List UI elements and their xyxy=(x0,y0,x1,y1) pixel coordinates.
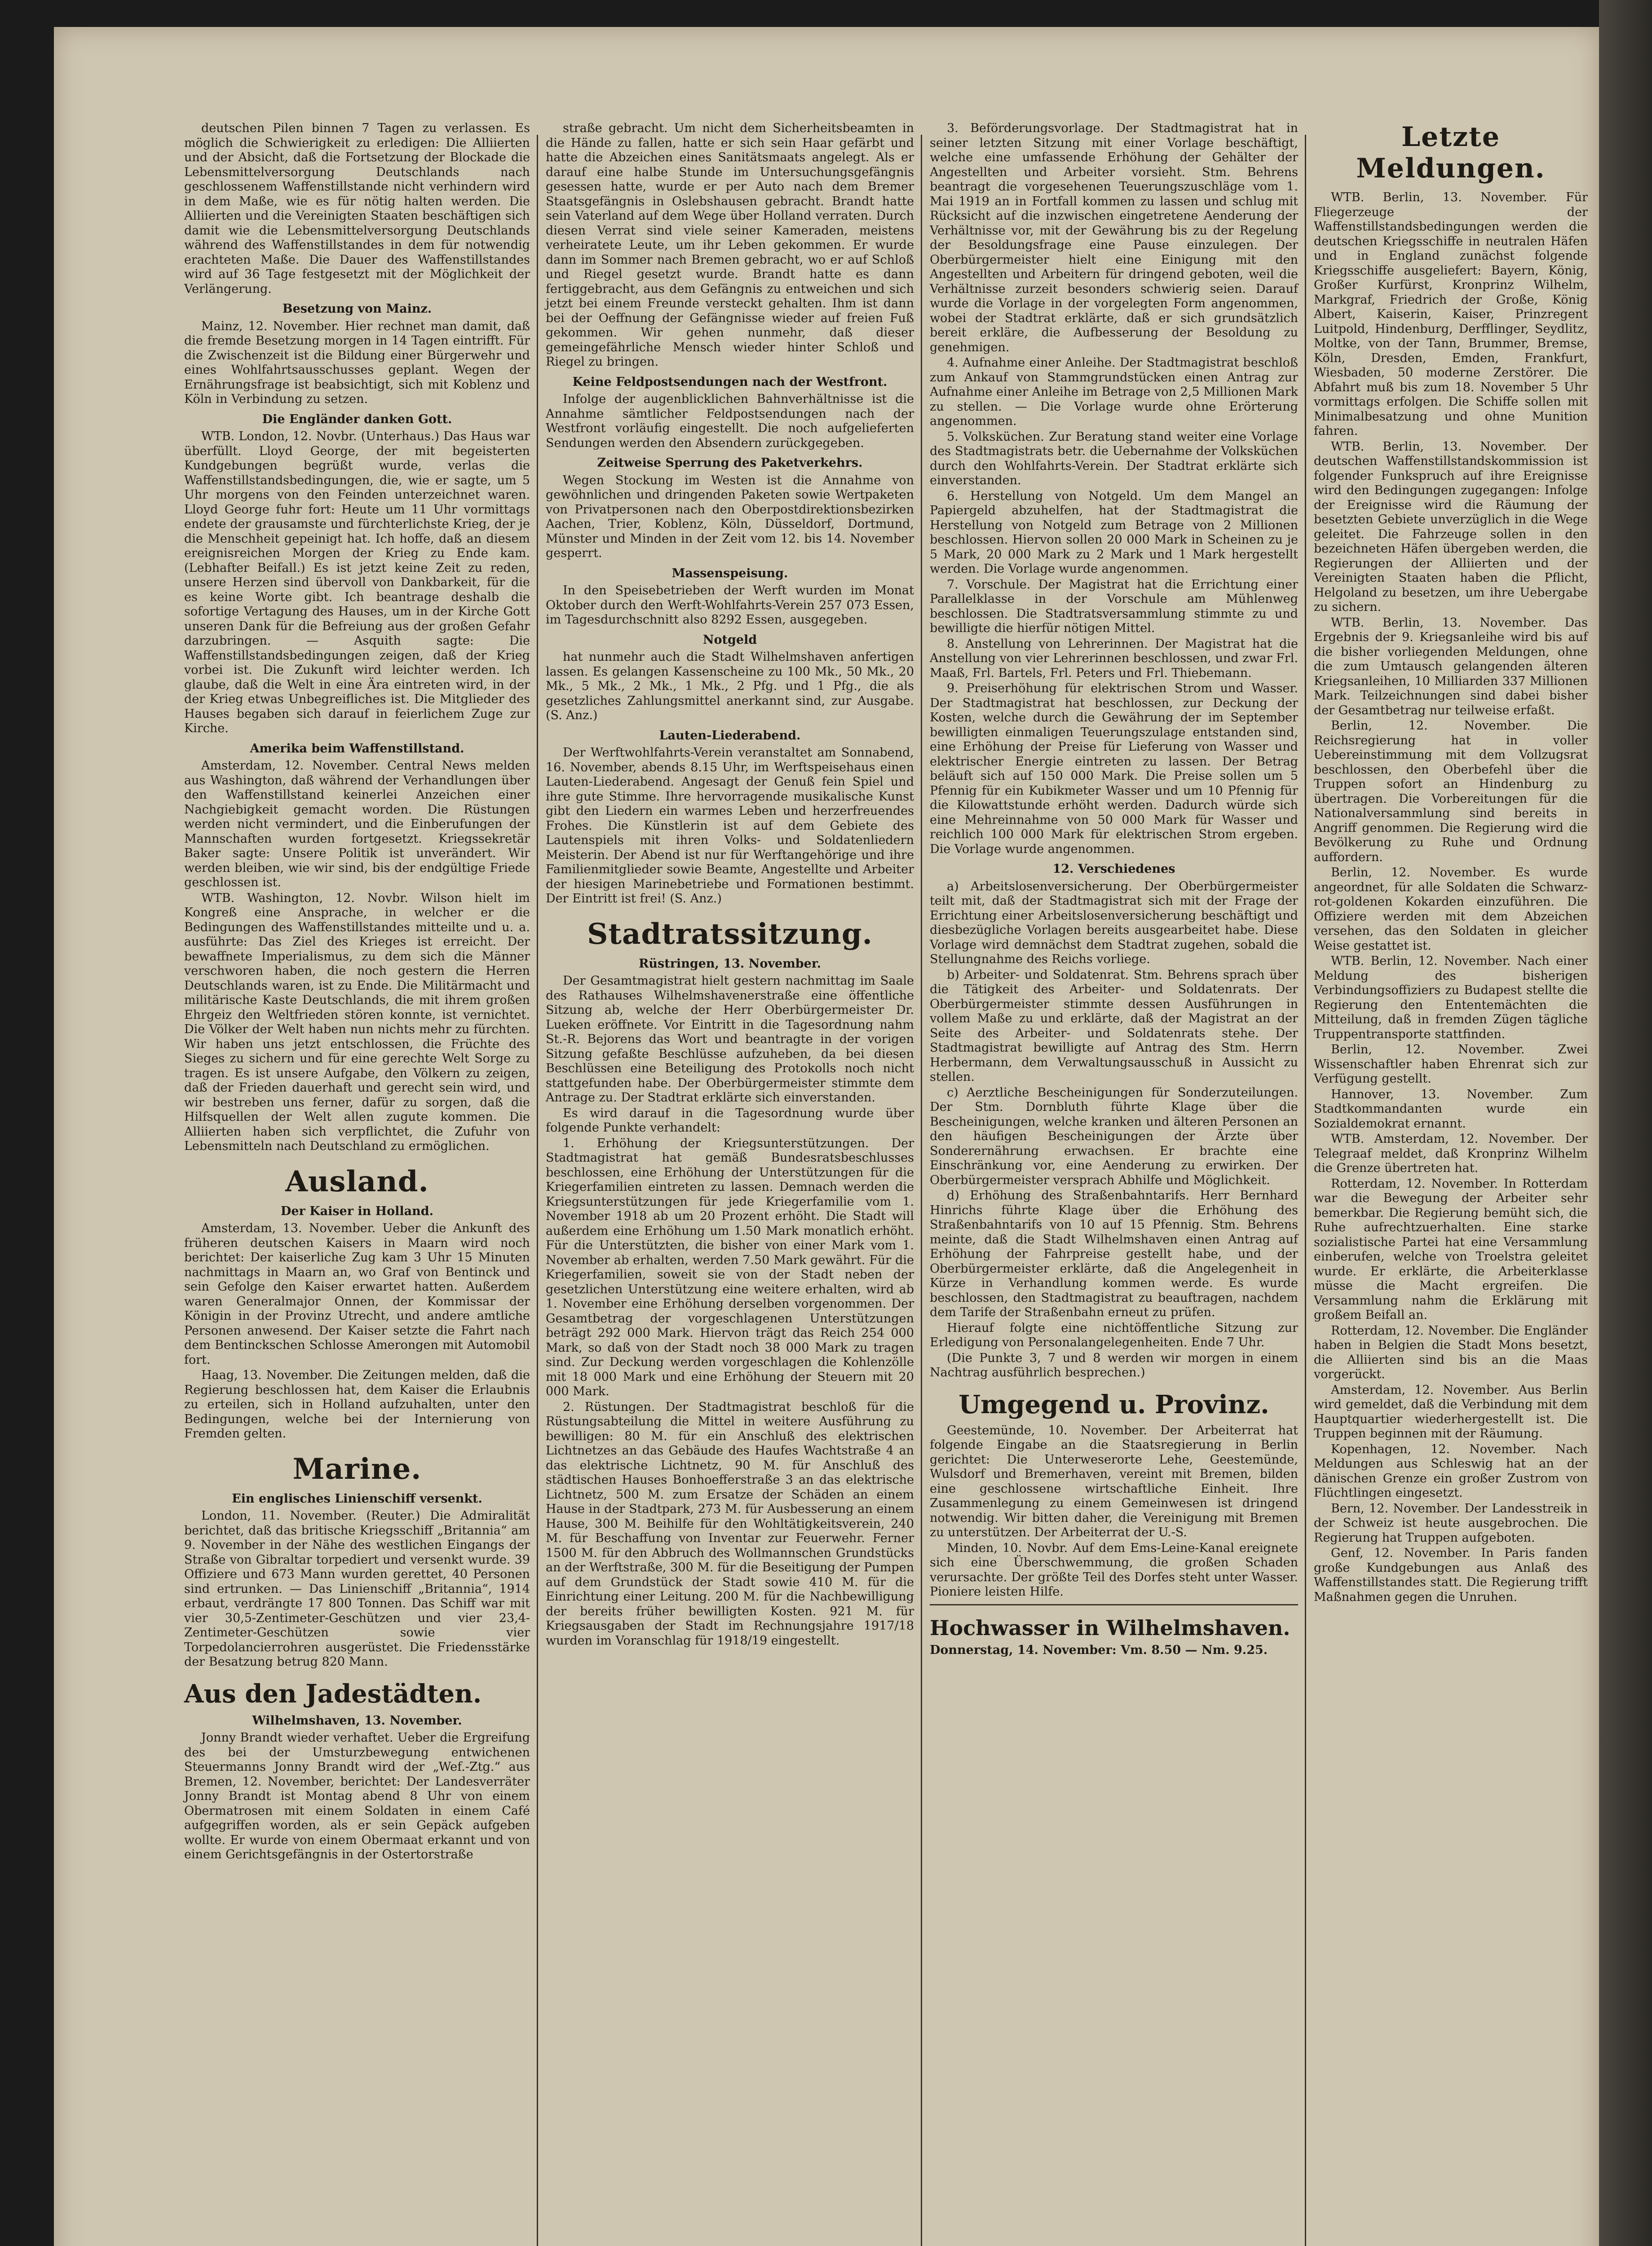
article-text: WTB. Berlin, 12. November. Nach einer Meldung des bisherigen Verbindungsoffiziers zu Budapest stellte die Regierung den Ententemächten die Mitteilung, daß in fremden Zügen tägliche Truppentransporte stattfinden. xyxy=(1314,954,1588,1041)
article-text: Minden, 10. Novbr. Auf dem Ems-Leine-Kanal ereignete sich eine Überschwemmung, die großen Schaden verursachte. Der größte Teil des Dorfes steht unter Wasser. Pioniere leisten Hilfe. xyxy=(930,1541,1298,1599)
article-text: WTB. Berlin, 13. November. Für Fliegerzeuge der Waffenstillstandsbedingungen werden die deutschen Kriegsschiffe in neutralen Häfen und in England zunächst folgende Kriegsschiffe ausgeliefert: Bayern, König, Großer Kurfürst, Kronprinz Wilhelm, Markgraf, Friedrich der Große, König Albert, Kaiserin, Kaiser, Prinzregent Luitpold, Hindenburg, Derfflinger, Seydlitz, Moltke, von der Tann, Brummer, Bremse, Köln, Dresden, Emden, Frankfurt, Wiesbaden, 50 moderne Zerstörer. Die Abfahrt muß bis zum 18. November 5 Uhr vormittags erfolgen. Die Schiffe sollen mit Minimalbesatzung und ohne Munition fahren. xyxy=(1314,190,1588,438)
column-2 xyxy=(546,121,914,1649)
column-4 xyxy=(1314,121,1588,1605)
section-heading-jadestaedte: Aus den Jadestädten. xyxy=(184,1679,482,1709)
article-text: London, 11. November. (Reuter.) Die Admiralität berichtet, daß das britische Kriegsschiff „Britannia“ am 9. November in der Nähe des westlichen Eingangs der Straße von Gibraltar torpediert und versenkt wurde. 39 Offiziere und 673 Mann wurden gerettet, 40 Personen sind ertrunken. — Das Linienschiff „Britannia“, 1914 erbaut, verdrängte 17 800 Tonnen. Das Schiff war mit vier 30,5-Zentimeter-Geschützen und vier 23,4-Zentimeter-Geschützen sowie vier Torpedolancierrohren ausgerüstet. Die Friedensstärke der Besatzung betrug 820 Mann. xyxy=(184,1509,530,1669)
article-heading: Besetzung von Mainz. xyxy=(282,302,432,316)
article-text: 6. Herstellung von Notgeld. Um dem Mangel an Papiergeld abzuhelfen, hat der Stadtmagistrat die Herstellung von Notgeld zum Betrage von 2 Millionen beschlossen. Hiervon sollen 20 000 Mark in Scheinen zu je 5 Mark, 20 000 Mark zu 2 Mark und 1 Mark hergestellt werden. Die Vorlage wurde angenommen. xyxy=(930,489,1298,576)
tide-times: Donnerstag, 14. November: Vm. 8.50 — Nm. 9.25. xyxy=(930,1643,1268,1657)
scanner-edge xyxy=(1599,0,1652,2246)
article-heading: Amerika beim Waffenstillstand. xyxy=(250,741,464,756)
article-text: Wegen Stockung im Westen ist die Annahme von gewöhnlichen und dringenden Paketen sowie Wertpaketen von Privatpersonen nach den Oberpostdirektionsbezirken Aachen, Trier, Koblenz, Köln, Düsseldorf, Dortmund, Münster und Minden in der Zeit vom 12. bis 14. November gesperrt. xyxy=(546,473,914,560)
article-text: WTB. Washington, 12. Novbr. Wilson hielt im Kongreß eine Ansprache, in welcher er die Bedingungen des Waffenstillstandes mitteilte und u. a. ausführte: Das Ziel des Krieges ist erreicht. Der bewaffnete Imperialismus, zu dem sich die Männer verschworen haben, die noch gestern die Herren Deutschlands waren, ist zu Ende. Die Militärmacht und militärische Kaste Deutschlands, die mit ihrem großen Ehrgeiz den Weltfrieden stören konnte, ist vernichtet. Die Völker der Welt haben nun nichts mehr zu fürchten. Wir haben uns jetzt entschlossen, die Früchte des Sieges zu sichern und für eine gerechte Welt Sorge zu tragen. Es ist unsere Aufgabe, den Völkern zu zeigen, daß der Frieden dauerhaft und gerecht sein wird, und wir bestreben uns ferner, dafür zu sorgen, daß die Hilfsquellen der Welt allen zugute kommen. Die Alliierten haben sich verpflichtet, die Zufuhr von Lebensmitteln nach Deutschland zu ermöglichen. xyxy=(184,891,530,1153)
article-text: Mainz, 12. November. Hier rechnet man damit, daß die fremde Besetzung morgen in 14 Tagen eintrifft. Für die Zwischenzeit ist die Bildung einer Bürgerwehr und eines Wohlfahrtsausschusses geplant. Wegen der Ernährungsfrage ist beabsichtigt, sich mit Koblenz und Köln in Verbindung zu setzen. xyxy=(184,319,530,406)
article-heading: 12. Verschiedenes xyxy=(1052,862,1175,876)
article-text: Amsterdam, 13. November. Ueber die Ankunft des früheren deutschen Kaisers in Maarn wird noch berichtet: Der kaiserliche Zug kam 3 Uhr 15 Minuten nachmittags in Maarn an, wo Graf von Bentinck und sein Gefolge den Kaiser erwartet hatten. Außerdem waren Generalmajor Onnen, der Kommissar der Königin in der Provinz Utrecht, und andere amtliche Personen anwesend. Der Kaiser setzte die Fahrt nach dem Bentinckschen Schlosse Amerongen mit Automobil fort. xyxy=(184,1221,530,1367)
article-text: deutschen Pilen binnen 7 Tagen zu verlassen. Es möglich die Schwierigkeit zu erledigen: Die Alliierten und der Absicht, daß die Fortsetzung der Blockade die Lebensmittelversorgung Deutschlands nach geschlossenem Waffenstillstande nicht verhindern wird in dem Maße, wie es für nötig halten werden. Die Alliierten und die Vereinigten Staaten beschäftigen sich damit wie die Lebensmittelversorgung Deutschlands während des Waffenstillstandes in dem für notwendig erachteten Maße. Die Dauer des Waffenstillstandes wird auf 36 Tage festgesetzt mit der Möglichkeit der Verlängerung. xyxy=(184,121,530,296)
article-heading: Lauten-Liederabend. xyxy=(659,728,801,743)
article-text: a) Arbeitslosenversicherung. Der Oberbürgermeister teilt mit, daß der Stadtmagistrat sich mit der Frage der Errichtung einer Arbeitslosenversicherung beschäftigt und diesbezügliche Vorlagen bereits ausgearbeitet habe. Diese Vorlage wird demnächst dem Stadtrat zugehen, sobald die Stellungnahme des Reichs vorliege. xyxy=(930,879,1298,966)
article-text: Der Werftwohlfahrts-Verein veranstaltet am Sonnabend, 16. November, abends 8.15 Uhr, im Werftspeisehaus einen Lauten-Liederabend. Angesagt der Genuß fein Spiel und ihre gute Stimme. Ihre hervorragende musikalische Kunst gibt den Liedern ein warmes Leben und herzerfreuendes Frohes. Die Künstlerin ist auf dem Gebiete des Lautenspiels mit ihren Volks- und Soldatenliedern Meisterin. Der Abend ist nur für Werftangehörige und ihre Familienmitglieder sowie Beamte, Angestellte und Arbeiter der hiesigen Marinebetriebe und Formationen bestimmt. Der Eintritt ist frei! (S. Anz.) xyxy=(546,746,914,906)
article-text: WTB. Berlin, 13. November. Der deutschen Waffenstillstandskommission ist folgender Funkspruch auf ihre Ereignisse wird den Bedingungen zugegangen: Infolge der Ereignisse wird die Räumung der besetzten Gebiete unverzüglich in die Wege geleitet. Die Fahrzeuge sollen in den bezeichneten Häfen übergeben werden, die Regierungen der Alliierten und der Vereinigten Staaten haben die Pflicht, Helgoland zu besetzen, um ihre Uebergabe zu sichern. xyxy=(1314,439,1588,614)
article-heading: Ein englisches Linienschiff versenkt. xyxy=(232,1491,482,1506)
section-heading-umgegend: Umgegend u. Provinz. xyxy=(959,1389,1269,1419)
article-text: c) Aerztliche Bescheinigungen für Sonderzuteilungen. Der Stm. Dornbluth führte Klage über die Bescheinigungen, welche kranken und älteren Personen an den häufigen Bescheinigungen der Ärzte über Sonderernährung erwachsen. Er brachte eine Einschränkung vor, eine Aenderung zu erwirken. Der Oberbürgermeister versprach Abhilfe und Möglichkeit. xyxy=(930,1085,1298,1187)
article-text: Berlin, 12. November. Die Reichsregierung hat in voller Uebereinstimmung mit dem Vollzugsrat beschlossen, den Oberbefehl über die Truppen sofort an Hindenburg zu übertragen. Die Vorbereitungen für die Nationalversammlung sind bereits in Angriff genommen. Die Regierung wird die Bevölkerung zu Ruhe und Ordnung auffordern. xyxy=(1314,719,1588,864)
article-heading: Notgeld xyxy=(702,632,757,647)
article-text: Es wird darauf in die Tagesordnung wurde über folgende Punkte verhandelt: xyxy=(546,1106,914,1135)
column-3 xyxy=(930,121,1298,1658)
article-text: 2. Rüstungen. Der Stadtmagistrat beschloß für die Rüstungsabteilung die Mittel in weitere Ausführung zu bewilligen: 80 M. für ein Anschluß des elektrischen Lichtnetzes an das Gebäude des Haufes Wachtstraße 4 an das elektrische Lichtnetz, 90 M. für Anschluß des städtischen Hauses Bonhoefferstraße 3 an das elektrische Lichtnetz, 500 M. zum Ersatze der Schäden an einem Hause in der Stadtpark, 273 M. für Ausbesserung an einem Hause, 300 M. Beihilfe für den Wohltätigkeitsverein, 240 M. für Beschaffung von Inventar zur Feuerwehr. Ferner 1500 M. für den Abbruch des Wollmannschen Grundstücks an der Werftstraße, 300 M. für die Beseitigung der Pumpen auf dem Grundstück der Stadt sowie 410 M. für die Einrichtung einer Leitung. 200 M. für die Nachbewilligung der bereits früher bewilligten Kosten. 921 M. für Kriegsausgaben der Stadt im Rechnungsjahre 1917/18 wurden im Voranschlag für 1918/19 eingestellt. xyxy=(546,1400,914,1648)
article-heading: Zeitweise Sperrung des Paketverkehrs. xyxy=(597,456,863,470)
article-text: WTB. Berlin, 13. November. Das Ergebnis der 9. Kriegsanleihe wird bis auf die bisher vorliegenden Meldungen, ohne die zum Umtausch gelangenden älteren Kriegsanleihen, 10 Milliarden 337 Millionen Mark. Teilzeichnungen sind dabei bisher der Gesamtbetrag nur teilweise erfaßt. xyxy=(1314,615,1588,717)
article-text: d) Erhöhung des Straßenbahntarifs. Herr Bernhard Hinrichs führte Klage über die Erhöhung des Straßenbahntarifs von 10 auf 15 Pfennig. Stm. Behrens meinte, daß die Stadt Wilhelmshaven einen Antrag auf Erhöhung der Fahrpreise gestellt habe, und der Oberbürgermeister erklärte, daß die Angelegenheit in Kürze in Verhandlung kommen werde. Es wurde beschlossen, den Stadtmagistrat zu beauftragen, nachdem dem Tarife der Straßenbahn erneut zu prüfen. xyxy=(930,1189,1298,1319)
section-heading-letzte-meldungen: Letzte Meldungen. xyxy=(1356,121,1546,184)
article-text: Haag, 13. November. Die Zeitungen melden, daß die Regierung beschlossen hat, dem Kaiser die Erlaubnis zu erteilen, sich in Holland aufzuhalten, unter den Bedingungen, welche bei der Internierung von Fremden gelten. xyxy=(184,1368,530,1441)
section-heading-marine: Marine. xyxy=(292,1452,422,1486)
divider xyxy=(930,1604,1298,1605)
article-text: Hannover, 13. November. Zum Stadtkommandanten wurde ein Sozialdemokrat ernannt. xyxy=(1314,1087,1588,1131)
article-heading: Keine Feldpostsendungen nach der Westfront. xyxy=(572,375,888,389)
article-text: Rotterdam, 12. November. In Rotterdam war die Bewegung der Arbeiter sehr bemerkbar. Die Regierung bemüht sich, die Ruhe aufrechtzuerhalten. Eine starke sozialistische Partei hat eine Versammlung einberufen, welche von Troelstra geleitet wurde. Er erklärte, die Arbeiterklasse müsse die Macht ergreifen. Die Versammlung nahm die Erklärung mit großem Beifall an. xyxy=(1314,1176,1588,1322)
column-1 xyxy=(184,121,530,1863)
article-text: (Die Punkte 3, 7 und 8 werden wir morgen in einem Nachtrag ausführlich besprechen.) xyxy=(930,1351,1298,1379)
article-heading: Massenspeisung. xyxy=(671,566,788,580)
article-text: Kopenhagen, 12. November. Nach Meldungen aus Schleswig hat an der dänischen Grenze ein großer Zustrom von Flüchtlingen eingesetzt. xyxy=(1314,1442,1588,1500)
article-text: 3. Beförderungsvorlage. Der Stadtmagistrat hat in seiner letzten Sitzung mit einer Vorlage beschäftigt, welche eine umfassende Erhöhung der Gehälter der Angestellten und Arbeiter vorsieht. Stm. Behrens beantragt die vorgesehenen Teuerungszuschläge vom 1. Mai 1919 an in Fortfall kommen zu lassen und schlug mit Rücksicht auf die inzwischen eingetretene Aenderung der Verhältnisse vor, mit der Gewährung bis zu der Regelung der Besoldungsfrage eine Pause einzulegen. Der Oberbürgermeister hielt eine Einigung mit den Angestellten und Arbeitern für dringend geboten, weil die Verhältnisse zurzeit besonders schwierig seien. Darauf wurde die Vorlage in der vorgelegten Form angenommen, wobei der Stadtrat erklärte, daß er sich grundsätzlich bereit erkläre, die Aufbesserung der Besoldung zu genehmigen. xyxy=(930,121,1298,354)
tide-heading: Hochwasser in Wilhelmshaven. xyxy=(930,1615,1290,1640)
article-text: Hierauf folgte eine nichtöffentliche Sitzung zur Erledigung von Personalangelegenheiten. Ende 7 Uhr. xyxy=(930,1321,1298,1349)
article-text: straße gebracht. Um nicht dem Sicherheitsbeamten in die Hände zu fallen, hatte er sich sein Haar gefärbt und hatte die Abzeichen eines Sanitätsmaats angelegt. Als er darauf eine halbe Stunde im Untersuchungsgefängnis gesessen hatte, wurde er per Auto nach dem Bremer Staatsgefängnis in Oslebshausen gebracht. Brandt hatte sein Vaterland auf dem Wege über Holland verraten. Durch diesen Verrat sind viele seiner Kameraden, meistens verheiratete Leute, um ihr Leben gekommen. Er wurde dann im Sommer nach Bremen gebracht, wo er auf Schloß und Riegel gesetzt wurde. Brandt hatte es dann fertiggebracht, aus dem Gefängnis zu entweichen und sich jetzt bei einem Freunde versteckt gehalten. Ihm ist dann bei der Oeffnung der Gefängnisse wieder auf freien Fuß gekommen. Wir gehen nunmehr, daß dieser gemeingefährliche Mensch wieder hinter Schloß und Riegel zu bringen. xyxy=(546,121,914,369)
article-text: Bern, 12. November. Der Landesstreik in der Schweiz ist heute ausgebrochen. Die Regierung hat Truppen aufgeboten. xyxy=(1314,1501,1588,1545)
article-text: Amsterdam, 12. November. Central News melden aus Washington, daß während der Verhandlungen über den Waffenstillstand keinerlei Anzeichen einer Nachgiebigkeit gemacht worden. Die Rüstungen werden nicht vermindert, und die Einberufungen der Mannschaften wurden fortgesetzt. Kriegssekretär Baker sagte: Unsere Politik ist unverändert. Wir werden bleiben, wie wir sind, bis der endgültige Friede geschlossen ist. xyxy=(184,759,530,889)
article-text: Amsterdam, 12. November. Aus Berlin wird gemeldet, daß die Verbindung mit dem Hauptquartier wiederhergestellt ist. Die Truppen beginnen mit der Räumung. xyxy=(1314,1383,1588,1441)
article-text: 5. Volksküchen. Zur Beratung stand weiter eine Vorlage des Stadtmagistrats betr. die Uebernahme der Volksküchen durch den Wohlfahrts-Verein. Der Stadtrat erklärte sich einverstanden. xyxy=(930,429,1298,487)
article-text: 7. Vorschule. Der Magistrat hat die Errichtung einer Parallelklasse in der Vorschule am Mühlenweg beschlossen. Die Stadtratsversammlung stimmte zu und bewilligte die hierfür nötigen Mittel. xyxy=(930,577,1298,635)
article-text: Geestemünde, 10. November. Der Arbeiterrat hat folgende Eingabe an die Staatsregierung in Berlin gerichtet: Die Unterweserorte Lehe, Geestemünde, Wulsdorf und Bremerhaven, vereint mit Bremen, bilden eine geschlossene wirtschaftliche Einheit. Ihre Zusammenlegung zu einem Gemeinwesen ist dringend notwendig. Wir bitten daher, die Vereinigung mit Bremen zu unterstützen. Der Arbeiterrat der U.-S. xyxy=(930,1423,1298,1539)
article-text: Der Gesamtmagistrat hielt gestern nachmittag im Saale des Rathauses Wilhelmshavenerstraße eine öffentliche Sitzung ab, welche der Herr Oberbürgermeister Dr. Lueken eröffnete. Vor Eintritt in die Tagesordnung nahm St.-R. Bejorens das Wort und beantragte in der vorigen Sitzung gefaßte Beschlüsse aufzuheben, da bei diesen Beschlüssen eine Beteiligung des Protokolls noch nicht stattgefunden habe. Der Oberbürgermeister stimmte dem Antrage zu. Der Stadtrat erklärte sich einverstanden. xyxy=(546,974,914,1105)
dateline: Rüstringen, 13. November. xyxy=(638,956,822,971)
article-text: Jonny Brandt wieder verhaftet. Ueber die Ergreifung des bei der Umsturzbewegung entwichenen Steuermanns Jonny Brandt wird der „Wef.-Ztg.“ aus Bremen, 12. November, berichtet: Der Landesverräter Jonny Brandt ist Montag abend 8 Uhr von einem Obermatrosen mit einem Soldaten in einem Café aufgegriffen worden, als er sein Gepäck aufgeben wollte. Er wurde von einem Obermaat erkannt und von einem Gerichtsgefängnis in der Ostertorstraße xyxy=(184,1731,530,1861)
dateline: Wilhelmshaven, 13. November. xyxy=(252,1713,462,1728)
column-rule xyxy=(537,135,538,2246)
article-text: Berlin, 12. November. Es wurde angeordnet, für alle Soldaten die Schwarz-rot-goldenen Kokarden einzuführen. Die Offiziere werden mit dem Abzeichen versehen, das den Soldaten in gleicher Weise gestattet ist. xyxy=(1314,866,1588,953)
column-rule xyxy=(1305,135,1306,2246)
article-text: 4. Aufnahme einer Anleihe. Der Stadtmagistrat beschloß zum Ankauf von Stammgrundstücken einen Antrag zur Aufnahme einer Anleihe im Betrage von 2,5 Millionen Mark zu stellen. — Die Vorlage wurde ohne Erörterung angenommen. xyxy=(930,356,1298,428)
article-text: Genf, 12. November. In Paris fanden große Kundgebungen aus Anlaß des Waffenstillstandes statt. Die Regierung trifft Maßnahmen gegen die Unruhen. xyxy=(1314,1546,1588,1604)
section-heading-stadtratssitzung: Stadtratssitzung. xyxy=(587,917,873,951)
article-text: Rotterdam, 12. November. Die Engländer haben in Belgien die Stadt Mons besetzt, die Alliierten sind bis an die Maas vorgerückt. xyxy=(1314,1323,1588,1381)
article-text: WTB. London, 12. Novbr. (Unterhaus.) Das Haus war überfüllt. Lloyd George, der mit begeisterten Kundgebungen begrüßt wurde, verlas die Waffenstillstandsbedingungen, die, wie er sagte, um 5 Uhr morgens von den Feinden unterzeichnet waren. Lloyd George fuhr fort: Heute um 11 Uhr vormittags endete der grausamste und fürchterlichste Krieg, der je die Menschheit gepeinigt hat. Ich hoffe, daß an diesem ereignisreichen Morgen der Krieg zu Ende kam. (Lebhafter Beifall.) Es ist jetzt keine Zeit zu reden, unsere Herzen sind übervoll von Dankbarkeit, für die es keine Worte gibt. Ich beantrage deshalb die sofortige Vertagung des Hauses, um in der Kirche Gott unseren Dank für die Befreiung aus der großen Gefahr darzubringen. — Asquith sagte: Die Waffenstillstandsbedingungen zeigen, daß der Krieg vorbei ist. Die Zukunft wird leichter werden. Ich glaube, daß die Welt in eine Ära eintreten wird, in der der Krieg etwas Unbegreifliches ist. Die Mitglieder des Hauses begaben sich darauf in feierlichem Zuge zur Kirche. xyxy=(184,429,530,735)
article-text: 9. Preiserhöhung für elektrischen Strom und Wasser. Der Stadtmagistrat hat beschlossen, zur Deckung der Kosten, welche durch die Gewährung der im September bewilligten einmaligen Teuerungszulage entstanden sind, eine Erhöhung der Preise für Lieferung von Wasser und elektrischer Energie eintreten zu lassen. Der Betrag beläuft sich auf 150 000 Mark. Die Preise sollen um 5 Pfennig für ein Kubikmeter Wasser und um 10 Pfennig für die Kilowattstunde erhöht werden. Dadurch würde sich eine Mehreinnahme von 50 000 Mark für Wasser und reichlich 100 000 Mark für elektrischen Strom ergeben. Die Vorlage wurde angenommen. xyxy=(930,681,1298,856)
article-text: b) Arbeiter- und Soldatenrat. Stm. Behrens sprach über die Tätigkeit des Arbeiter- und Soldatenrats. Der Oberbürgermeister stimmte dessen Ausführungen in vollem Maße zu und erklärte, daß der Magistrat an der Seite des Arbeiter- und Soldatenrats stehe. Der Stadtmagistrat bewilligte auf Antrag des Stm. Herrn Herbermann, dem Verwaltungsausschuß in Aussicht zu stellen. xyxy=(930,968,1298,1084)
column-rule xyxy=(921,135,922,2246)
article-text: 8. Anstellung von Lehrerinnen. Der Magistrat hat die Anstellung von vier Lehrerinnen beschlossen, und zwar Frl. Maaß, Frl. Bartels, Frl. Peters und Frl. Thiebemann. xyxy=(930,637,1298,680)
article-text: Infolge der augenblicklichen Bahnverhältnisse ist die Annahme sämtlicher Feldpostsendungen nach der Westfront vorläufig eingestellt. Die noch aufgelieferten Sendungen werden den Absendern zurückgegeben. xyxy=(546,392,914,450)
article-text: 1. Erhöhung der Kriegsunterstützungen. Der Stadtmagistrat hat gemäß Bundesratsbeschlusses beschlossen, eine Erhöhung der Unterstützungen für die Kriegerfamilien eintreten zu lassen. Demnach werden die Kriegsunterstützungen für jede Kriegerfamilie vom 1. November 1918 ab um 20 Prozent erhöht. Die Stadt will außerdem eine Erhöhung um 1.50 Mark monatlich erhöht. Für die Unterstützten, die bisher von einer Mark vom 1. November ab erhalten, werden 7.50 Mark gewährt. Für die Kriegerfamilien, soweit sie von der Stadt neben der gesetzlichen Unterstützung eine weitere erhalten, wird ab 1. November eine Erhöhung derselben vorgenommen. Der Gesamtbetrag der vorgeschlagenen Unterstützungen beträgt 292 000 Mark. Hiervon trägt das Reich 254 000 Mark, so daß von der Stadt noch 38 000 Mark zu tragen sind. Zur Deckung werden vorgeschlagen die Kohlenzölle mit 18 000 Mark und eine Erhöhung der Steuern mit 20 000 Mark. xyxy=(546,1136,914,1398)
article-text: WTB. Amsterdam, 12. November. Der Telegraaf meldet, daß Kronprinz Wilhelm die Grenze übertreten hat. xyxy=(1314,1132,1588,1175)
article-heading: Die Engländer danken Gott. xyxy=(262,412,452,426)
article-text: hat nunmehr auch die Stadt Wilhelmshaven anfertigen lassen. Es gelangen Kassenscheine zu 100 Mk., 50 Mk., 20 Mk., 5 Mk., 2 Mk., 1 Mk., 2 Pfg. und 1 Pfg., die als gesetzliches Zahlungsmittel anerkannt sind, zur Ausgabe. (S. Anz.) xyxy=(546,650,914,722)
article-text: In den Speisebetrieben der Werft wurden im Monat Oktober durch den Werft-Wohlfahrts-Verein 257 073 Essen, im Tagesdurchschnitt also 8292 Essen, ausgegeben. xyxy=(546,584,914,627)
article-text: Berlin, 12. November. Zwei Wissenschaftler haben Ehrenrat sich zur Verfügung gestellt. xyxy=(1314,1043,1588,1086)
section-heading-ausland: Ausland. xyxy=(285,1164,429,1198)
article-heading: Der Kaiser in Holland. xyxy=(280,1204,434,1218)
